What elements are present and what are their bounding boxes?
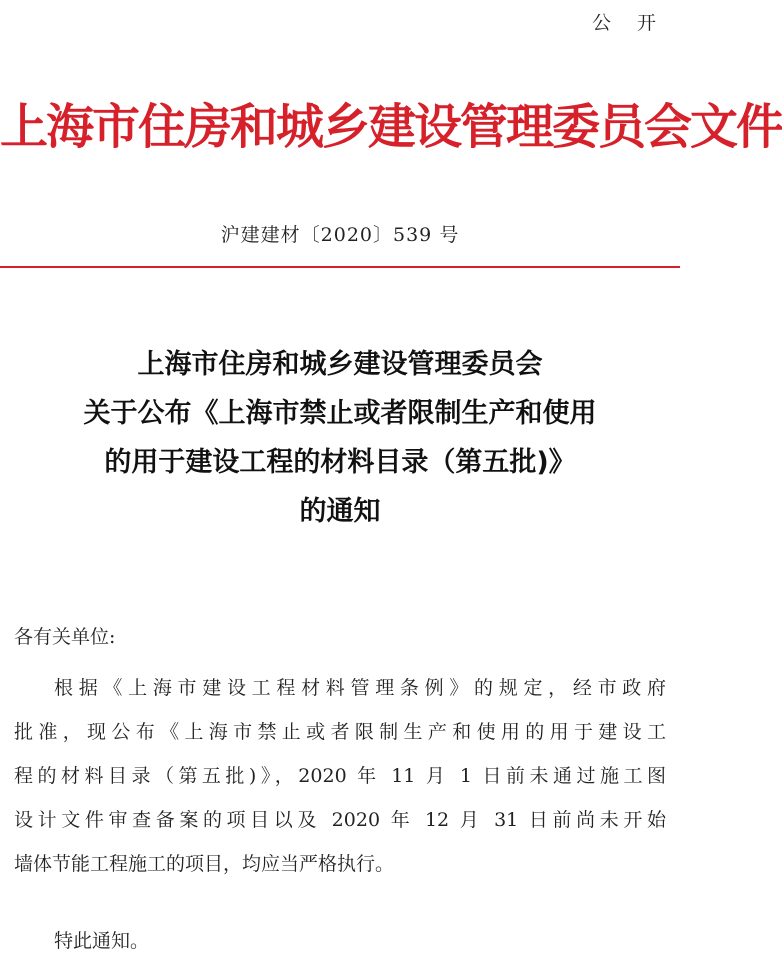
body-line: 墙体节能工程施工的项目，均应当严格执行。 <box>14 853 395 875</box>
document-number: 沪建建材〔2020〕539 号 <box>220 224 460 246</box>
classification-label: 公 开 <box>591 12 666 34</box>
red-divider-line <box>0 266 680 268</box>
issuer-header-title: 上海市住房和城乡建设管理委员会文件 <box>0 99 782 155</box>
body-line: 批准，现公布《上海市禁止或者限制生产和使用的用于建设工 <box>14 721 666 743</box>
body-line: 根据《上海市建设工程材料管理条例》的规定，经市政府 <box>54 677 666 699</box>
salutation: 各有关单位: <box>14 626 116 648</box>
notice-title-line: 的用于建设工程的材料目录（第五批)》 <box>104 447 576 478</box>
notice-title-line: 关于公布《上海市禁止或者限制生产和使用 <box>83 398 597 429</box>
closing-statement: 特此通知。 <box>54 930 150 952</box>
notice-title-line: 上海市住房和城乡建设管理委员会 <box>137 349 543 380</box>
body-line: 程的材料目录（第五批)》，2020 年 11 月 1 日前未通过施工图 <box>14 765 666 787</box>
body-paragraph <box>14 666 666 886</box>
body-line: 设计文件审查备案的项目以及 2020 年 12 月 31 日前尚未开始 <box>14 809 666 831</box>
notice-title-line: 的通知 <box>299 496 381 527</box>
notice-title <box>0 340 680 536</box>
